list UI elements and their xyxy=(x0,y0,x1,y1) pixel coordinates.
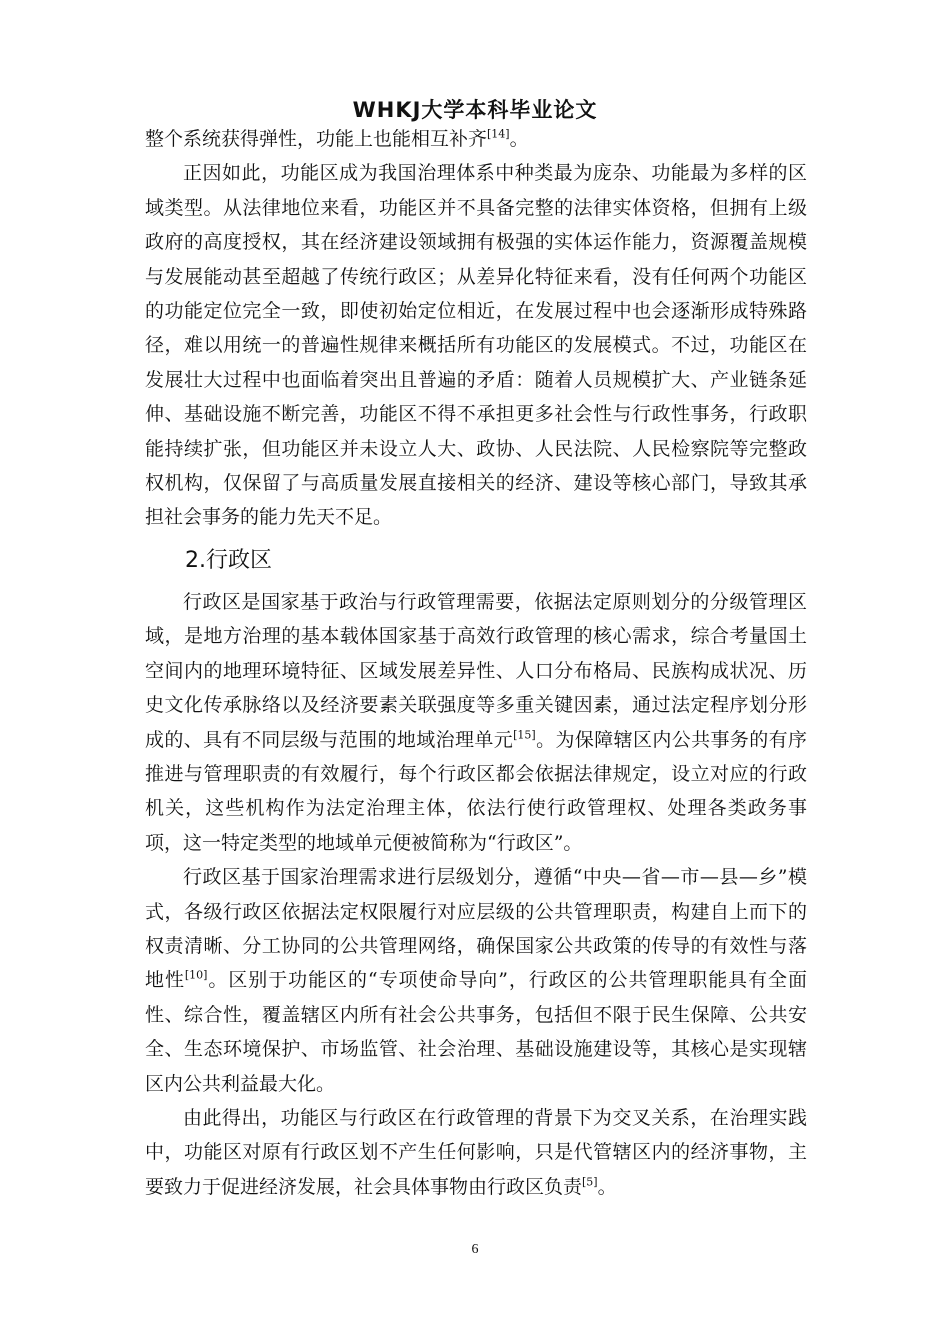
paragraph-administrative-region-definition xyxy=(145,585,807,860)
page-header-title: WHKJ大学本科毕业论文 xyxy=(352,98,598,122)
section-heading: 2.行政区 xyxy=(185,547,272,573)
citation-ref: [5] xyxy=(582,1175,598,1189)
paragraph-tail: 。区别于功能区的“专项使命导向”，行政区的公共管理职能具有全面性、综合性，覆盖辖区内所有社会公共事务，包括但不限于民生保障、公共安全、生态环境保护、市场监管、社会治理、基础设施建设等，其核心是实现辖区内公共利益最大化。 xyxy=(145,969,807,1095)
citation-ref: [10] xyxy=(184,969,208,983)
document-body xyxy=(145,122,807,1204)
paragraph-text: 整个系统获得弹性，功能上也能相互补齐 xyxy=(145,128,488,150)
paragraph-functional-zone xyxy=(145,156,807,534)
paragraph-text: 正因如此，功能区成为我国治理体系中种类最为庞杂、功能最为多样的区域类型。从法律地位来看，功能区并不具备完整的法律实体资格，但拥有上级政府的高度授权，其在经济建设领域拥有极强的实体运作能力，资源覆盖规模与发展能动甚至超越了传统行政区；从差异化特征来看，没有任何两个功能区的功能定位完全一致，即使初始定位相近，在发展过程中也会逐渐形成特殊路径，难以用统一的普遍性规律来概括所有功能区的发展模式。不过，功能区在发展壮大过程中也面临着突出且普遍的矛盾：随着人员规模扩大、产业链条延伸、基础设施不断完善，功能区不得不承担更多社会性与行政性事务，行政职能持续扩张，但功能区并未设立人大、政协、人民法院、人民检察院等完整政权机构，仅保留了与高质量发展直接相关的经济、建设等核心部门，导致其承担社会事务的能力先天不足。 xyxy=(145,162,807,529)
paragraph-conclusion xyxy=(145,1101,807,1204)
citation-ref: [15] xyxy=(513,728,536,742)
paragraph-tail: 。 xyxy=(597,1175,617,1198)
paragraph-administrative-hierarchy xyxy=(145,860,807,1101)
paragraph-tail: 。为保障辖区内公共事务的有序推进与管理职责的有效履行，每个行政区都会依据法律规定，设立对应的行政机关，这些机构作为法定治理主体，依法行使行政管理权、处理各类政务事项，这一特定类型的地域单元便被简称为“行政区”。 xyxy=(145,728,807,854)
page-number: 6 xyxy=(471,1242,479,1257)
paragraph-continued xyxy=(145,122,807,156)
paragraph-tail: 。 xyxy=(509,128,529,150)
paragraph-text: 由此得出，功能区与行政区在行政管理的背景下为交叉关系，在治理实践中，功能区对原有行政区划不产生任何影响，只是代管辖区内的经济事物，主要致力于促进经济发展，社会具体事物由行政区负责 xyxy=(145,1106,807,1198)
paragraph-text: 行政区是国家基于政治与行政管理需要，依据法定原则划分的分级管理区域，是地方治理的基本载体国家基于高效行政管理的核心需求，综合考量国土空间内的地理环境特征、区域发展差异性、人口分布格局、民族构成状况、历史文化传承脉络以及经济要素关联强度等多重关键因素，通过法定程序划分形成的、具有不同层级与范围的地域治理单元 xyxy=(145,590,807,751)
paragraph-text: 行政区基于国家治理需求进行层级划分，遵循“中央—省—市—县—乡”模式，各级行政区依据法定权限履行对应层级的公共管理职责，构建自上而下的权责清晰、分工协同的公共管理网络，确保国家公共政策的传导的有效性与落地性 xyxy=(145,866,807,992)
citation-ref: [14] xyxy=(487,127,510,141)
